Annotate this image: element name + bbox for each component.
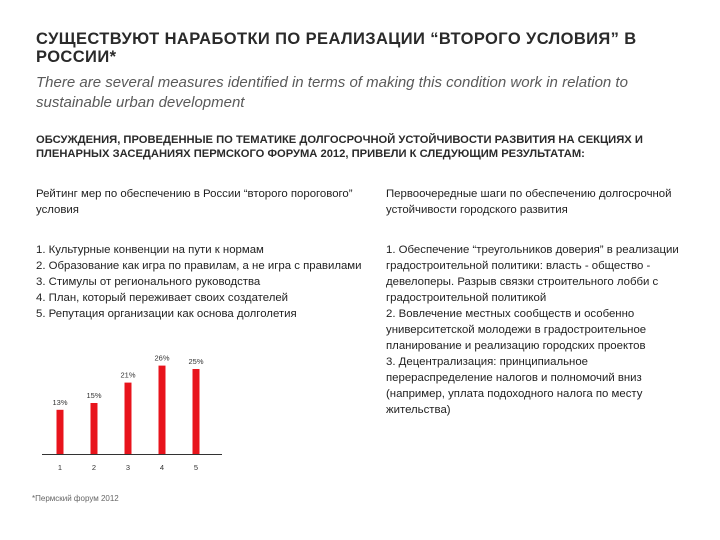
bar-2 (91, 403, 98, 454)
list-item: 3. Децентрализация: принципиальное перераспределение налогов и полномочий вниз (например, уплата подоходного налога по месту жительства) (386, 356, 643, 416)
left-column (36, 186, 376, 322)
data-label-3: 21% (120, 370, 136, 380)
data-label-4: 26% (154, 353, 170, 363)
left-column-list (36, 242, 376, 322)
right-column-list (386, 242, 696, 418)
x-tick-label-5: 5 (193, 463, 199, 472)
list-item: 1. Культурные конвенции на пути к нормам (36, 244, 264, 256)
footnote: *Пермский форум 2012 (32, 494, 119, 503)
list-item: 5. Репутация организации как основа долголетия (36, 308, 297, 320)
slide-subtitle: There are several measures identified in terms of making this condition work in relation to sustainable urban development (36, 74, 628, 111)
bar-1 (57, 410, 64, 454)
data-label-1: 13% (52, 397, 68, 407)
right-column-title: Первоочередные шаги по обеспечению долгосрочной устойчивости городского развития (386, 188, 672, 216)
rating-bar-chart (36, 342, 236, 482)
x-tick-label-2: 2 (91, 463, 97, 472)
list-item: 2. Вовлечение местных сообществ и особенно университетской молодежи в градостроительное планирование и реализацию городских проектов (386, 308, 647, 352)
slide-title: СУЩЕСТВУЮТ НАРАБОТКИ ПО РЕАЛИЗАЦИИ “ВТОРОГО УСЛОВИЯ” В РОССИИ* (36, 30, 637, 66)
bar-5 (193, 369, 200, 454)
x-tick-label-4: 4 (159, 463, 165, 472)
bar-3 (125, 383, 132, 454)
data-label-2: 15% (86, 391, 102, 400)
list-item: 2. Образование как игра по правилам, а не игра с правилами (36, 260, 362, 272)
list-item: 3. Стимулы от регионального руководства (36, 276, 261, 288)
x-tick-label-1: 1 (57, 463, 63, 472)
left-column-title: Рейтинг мер по обеспечению в России “второго порогового” условия (36, 188, 353, 216)
data-label-5: 25% (188, 357, 204, 366)
list-item: 1. Обеспечение “треугольников доверия” в реализации градостроительной политики: власть - общество - девелоперы. Разрыв связки строительного лобби с градостроительной политикой (386, 244, 679, 304)
list-item: 4. План, который переживает своих создателей (36, 292, 289, 304)
right-column (386, 186, 696, 418)
bar-4 (159, 366, 166, 454)
section-heading: ОБСУЖДЕНИЯ, ПРОВЕДЕННЫЕ ПО ТЕМАТИКЕ ДОЛГОСРОЧНОЙ УСТОЙЧИВОСТИ РАЗВИТИЯ НА СЕКЦИЯХ И ПЛЕНАРНЫХ ЗАСЕДАНИЯХ ПЕРМСКОГО ФОРУМА 2012, ПРИВЕЛИ К СЛЕДУЮЩИМ РЕЗУЛЬТАТАМ: (36, 134, 643, 160)
x-tick-label-3: 3 (125, 463, 131, 472)
